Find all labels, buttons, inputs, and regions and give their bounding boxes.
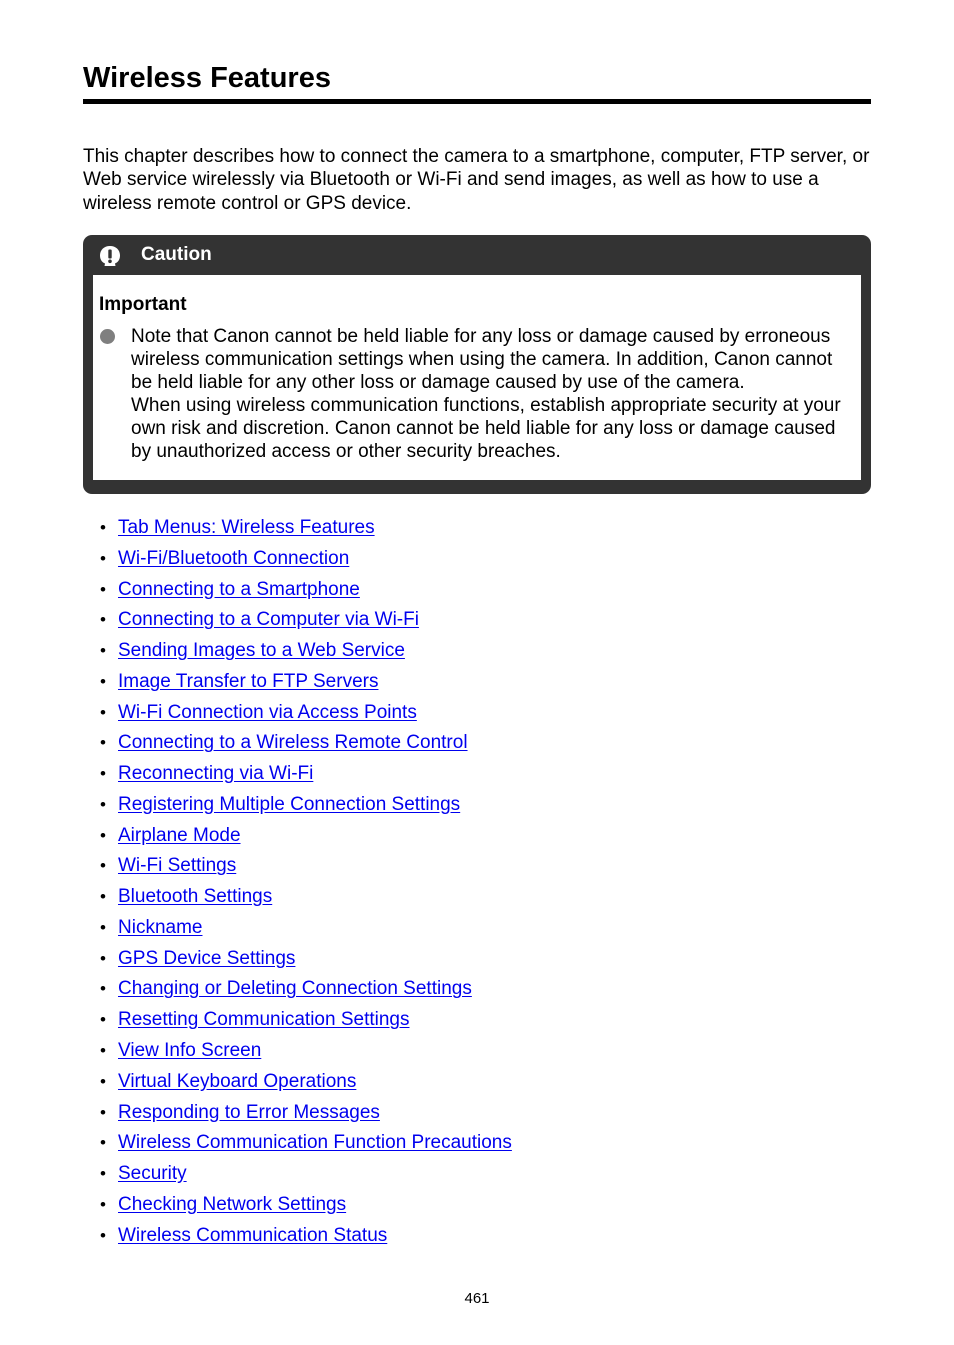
chapter-link[interactable]: Wi-Fi/Bluetooth Connection bbox=[118, 547, 350, 569]
list-item bbox=[100, 1191, 512, 1222]
bullet-icon: • bbox=[100, 1133, 106, 1153]
bullet-icon: • bbox=[100, 641, 106, 661]
bullet-icon: • bbox=[100, 733, 106, 753]
chapter-link[interactable]: Nickname bbox=[118, 916, 203, 938]
chapter-link[interactable]: Checking Network Settings bbox=[118, 1193, 347, 1215]
chapter-link[interactable]: Security bbox=[118, 1163, 187, 1185]
list-item bbox=[100, 1160, 512, 1191]
chapter-link[interactable]: Connecting to a Computer via Wi-Fi bbox=[118, 609, 419, 631]
bullet-icon: • bbox=[100, 671, 106, 691]
chapter-link[interactable]: Connecting to a Wireless Remote Control bbox=[118, 732, 468, 754]
list-item bbox=[100, 637, 512, 668]
list-item bbox=[100, 606, 512, 637]
page-title: Wireless Features bbox=[83, 62, 331, 94]
chapter-link[interactable]: Wireless Communication Status bbox=[118, 1224, 388, 1246]
bullet-icon: • bbox=[100, 548, 106, 568]
caution-label: Caution bbox=[141, 244, 212, 265]
important-paragraph-1: Note that Canon cannot be held liable for any loss or damage caused by erroneous wireless communication settings when using the camera. In addition, Canon cannot be held liable for any other loss or damage caused by use of the camera. bbox=[131, 326, 833, 394]
list-item bbox=[100, 1099, 512, 1130]
chapter-link[interactable]: Sending Images to a Web Service bbox=[118, 640, 405, 662]
list-item bbox=[100, 545, 512, 576]
bullet-icon: • bbox=[100, 764, 106, 784]
list-item bbox=[100, 975, 512, 1006]
bullet-icon: • bbox=[100, 1071, 106, 1091]
bullet-icon: • bbox=[100, 702, 106, 722]
bullet-dot-icon bbox=[100, 329, 115, 344]
chapter-link[interactable]: Virtual Keyboard Operations bbox=[118, 1070, 357, 1092]
list-item bbox=[100, 1068, 512, 1099]
list-item bbox=[100, 883, 512, 914]
chapter-links-list bbox=[100, 514, 512, 1252]
bullet-icon: • bbox=[100, 887, 106, 907]
bullet-icon: • bbox=[100, 825, 106, 845]
bullet-icon: • bbox=[100, 948, 106, 968]
bullet-icon: • bbox=[100, 1194, 106, 1214]
caution-icon bbox=[99, 245, 121, 267]
chapter-link[interactable]: Wireless Communication Function Precautions bbox=[118, 1132, 512, 1154]
bullet-icon: • bbox=[100, 794, 106, 814]
bullet-icon: • bbox=[100, 518, 106, 537]
bullet-icon: • bbox=[100, 856, 106, 876]
chapter-link[interactable]: View Info Screen bbox=[118, 1040, 262, 1062]
list-item bbox=[100, 668, 512, 699]
chapter-link[interactable]: GPS Device Settings bbox=[118, 947, 296, 969]
chapter-link[interactable]: Responding to Error Messages bbox=[118, 1101, 380, 1123]
list-item bbox=[100, 576, 512, 607]
chapter-link[interactable]: Resetting Communication Settings bbox=[118, 1009, 410, 1031]
caution-body bbox=[93, 275, 861, 480]
list-item bbox=[100, 1129, 512, 1160]
chapter-link[interactable]: Airplane Mode bbox=[118, 824, 241, 846]
list-item bbox=[100, 1222, 512, 1253]
bullet-icon: • bbox=[100, 1164, 106, 1184]
chapter-link[interactable]: Bluetooth Settings bbox=[118, 886, 273, 908]
list-item bbox=[100, 914, 512, 945]
list-item bbox=[100, 822, 512, 853]
list-item bbox=[100, 945, 512, 976]
bullet-icon: • bbox=[100, 1010, 106, 1030]
chapter-link[interactable]: Registering Multiple Connection Settings bbox=[118, 793, 461, 815]
important-paragraph-2: When using wireless communication functions, establish appropriate security at your own risk and discretion. Canon cannot be held liable for any loss or damage caused by unauthorized access or other security breaches. bbox=[131, 395, 841, 463]
caution-box bbox=[83, 235, 871, 494]
bullet-icon: • bbox=[100, 1041, 106, 1061]
list-item bbox=[100, 760, 512, 791]
chapter-link[interactable]: Reconnecting via Wi-Fi bbox=[118, 763, 314, 785]
bullet-icon: • bbox=[100, 1225, 106, 1245]
intro-paragraph: This chapter describes how to connect the camera to a smartphone, computer, FTP server, or Web service wirelessly via Bluetooth or Wi-Fi and send images, as well as how to use a wireless remote control or GPS device. bbox=[83, 146, 870, 214]
list-item bbox=[100, 1037, 512, 1068]
bullet-icon: • bbox=[100, 610, 106, 630]
chapter-link[interactable]: Wi-Fi Settings bbox=[118, 855, 237, 877]
list-item bbox=[100, 1006, 512, 1037]
title-rule bbox=[83, 99, 871, 104]
list-item bbox=[100, 852, 512, 883]
bullet-icon: • bbox=[100, 979, 106, 999]
chapter-link[interactable]: Connecting to a Smartphone bbox=[118, 578, 360, 600]
list-item bbox=[100, 729, 512, 760]
chapter-link[interactable]: Image Transfer to FTP Servers bbox=[118, 670, 379, 692]
bullet-icon: • bbox=[100, 1102, 106, 1122]
chapter-link[interactable]: Wi-Fi Connection via Access Points bbox=[118, 701, 417, 723]
caution-header bbox=[83, 235, 871, 275]
chapter-link[interactable]: Tab Menus: Wireless Features bbox=[118, 517, 375, 538]
list-item bbox=[100, 791, 512, 822]
list-item bbox=[100, 699, 512, 730]
chapter-link[interactable]: Changing or Deleting Connection Settings bbox=[118, 978, 472, 1000]
bullet-icon: • bbox=[100, 917, 106, 937]
list-item bbox=[100, 514, 512, 545]
page-number: 461 bbox=[464, 1290, 490, 1307]
important-heading: Important bbox=[99, 294, 187, 315]
bullet-icon: • bbox=[100, 579, 106, 599]
important-text bbox=[131, 325, 853, 464]
